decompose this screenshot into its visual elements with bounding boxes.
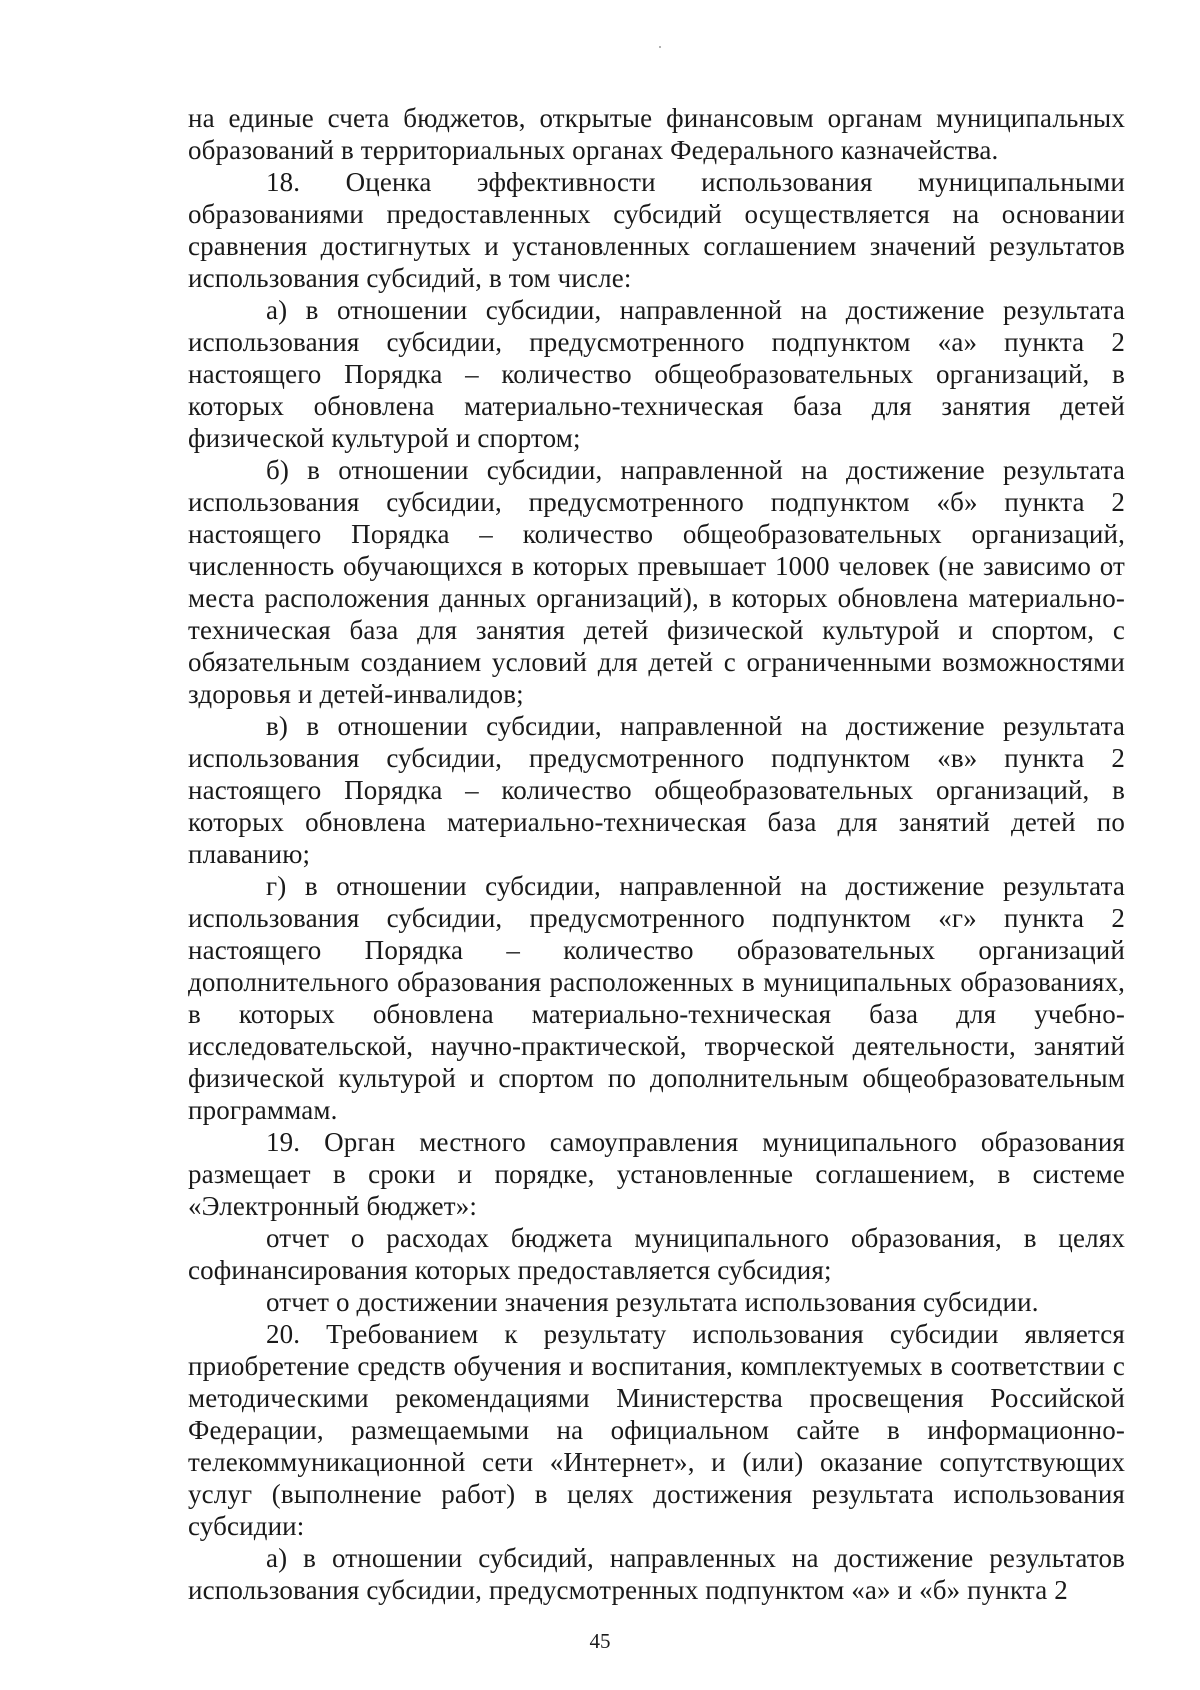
paragraph-18-g: г) в отношении субсидии, направленной на достижение результата использования субсидии, предусмотренного подпунктом «г» пункта 2 настоящего Порядка – количество образовательных организаций дополнительного образования расположенных в муниципальных образованиях, в которых обновлена материально-техническая база для учебно-исследовательской, научно-практической, творческой деятельности, занятий физической культурой и спортом по дополнительным общеобразовательным программам.	[188, 871, 1125, 1125]
paragraph-18: 18. Оценка эффективности использования муниципальными образованиями предоставленных субсидий осуществляется на основании сравнения достигнутых и установленных соглашением значений результатов использования субсидий, в том числе:	[188, 167, 1125, 293]
paragraph-19-report-results: отчет о достижении значения результата использования субсидии.	[266, 1287, 1039, 1317]
paragraph-20: 20. Требованием к результату использования субсидии является приобретение средств обучения и воспитания, комплектуемых в соответствии с методическими рекомендациями Министерства просвещения Российской Федерации, размещаемыми на официальном сайте в информационно-телекоммуникационной сети «Интернет», и (или) оказание сопутствующих услуг (выполнение работ) в целях достижения результата использования субсидии:	[188, 1319, 1125, 1541]
paragraph-20-a: а) в отношении субсидий, направленных на достижение результатов использования субсидии, предусмотренных подпунктом «а» и «б» пункта 2	[188, 1543, 1125, 1605]
document-body	[188, 102, 1125, 1606]
scan-artifact	[659, 46, 661, 48]
page-number: 45	[589, 1629, 611, 1653]
paragraph-18-b: б) в отношении субсидии, направленной на достижение результата использования субсидии, предусмотренного подпунктом «б» пункта 2 настоящего Порядка – количество общеобразовательных организаций, численность обучающихся в которых превышает 1000 человек (не зависимо от места расположения данных организаций), в которых обновлена материально-техническая база для занятия детей физической культурой и спортом, с обязательным созданием условий для детей с ограниченными возможностями здоровья и детей-инвалидов;	[188, 455, 1125, 709]
paragraph-19: 19. Орган местного самоуправления муниципального образования размещает в сроки и порядке, установленные соглашением, в системе «Электронный бюджет»:	[188, 1127, 1125, 1221]
paragraph-19-report-expenses: отчет о расходах бюджета муниципального образования, в целях софинансирования которых предоставляется субсидия;	[188, 1223, 1125, 1285]
paragraph-18-a: а) в отношении субсидии, направленной на достижение результата использования субсидии, предусмотренного подпунктом «а» пункта 2 настоящего Порядка – количество общеобразовательных организаций, в которых обновлена материально-техническая база для занятия детей физической культурой и спортом;	[188, 295, 1125, 453]
paragraph-continuation: на единые счета бюджетов, открытые финансовым органам муниципальных образований в территориальных органах Федерального казначейства.	[188, 103, 1125, 165]
paragraph-18-v: в) в отношении субсидии, направленной на достижение результата использования субсидии, предусмотренного подпунктом «в» пункта 2 настоящего Порядка – количество общеобразовательных организаций, в которых обновлена материально-техническая база для занятий детей по плаванию;	[188, 711, 1125, 869]
